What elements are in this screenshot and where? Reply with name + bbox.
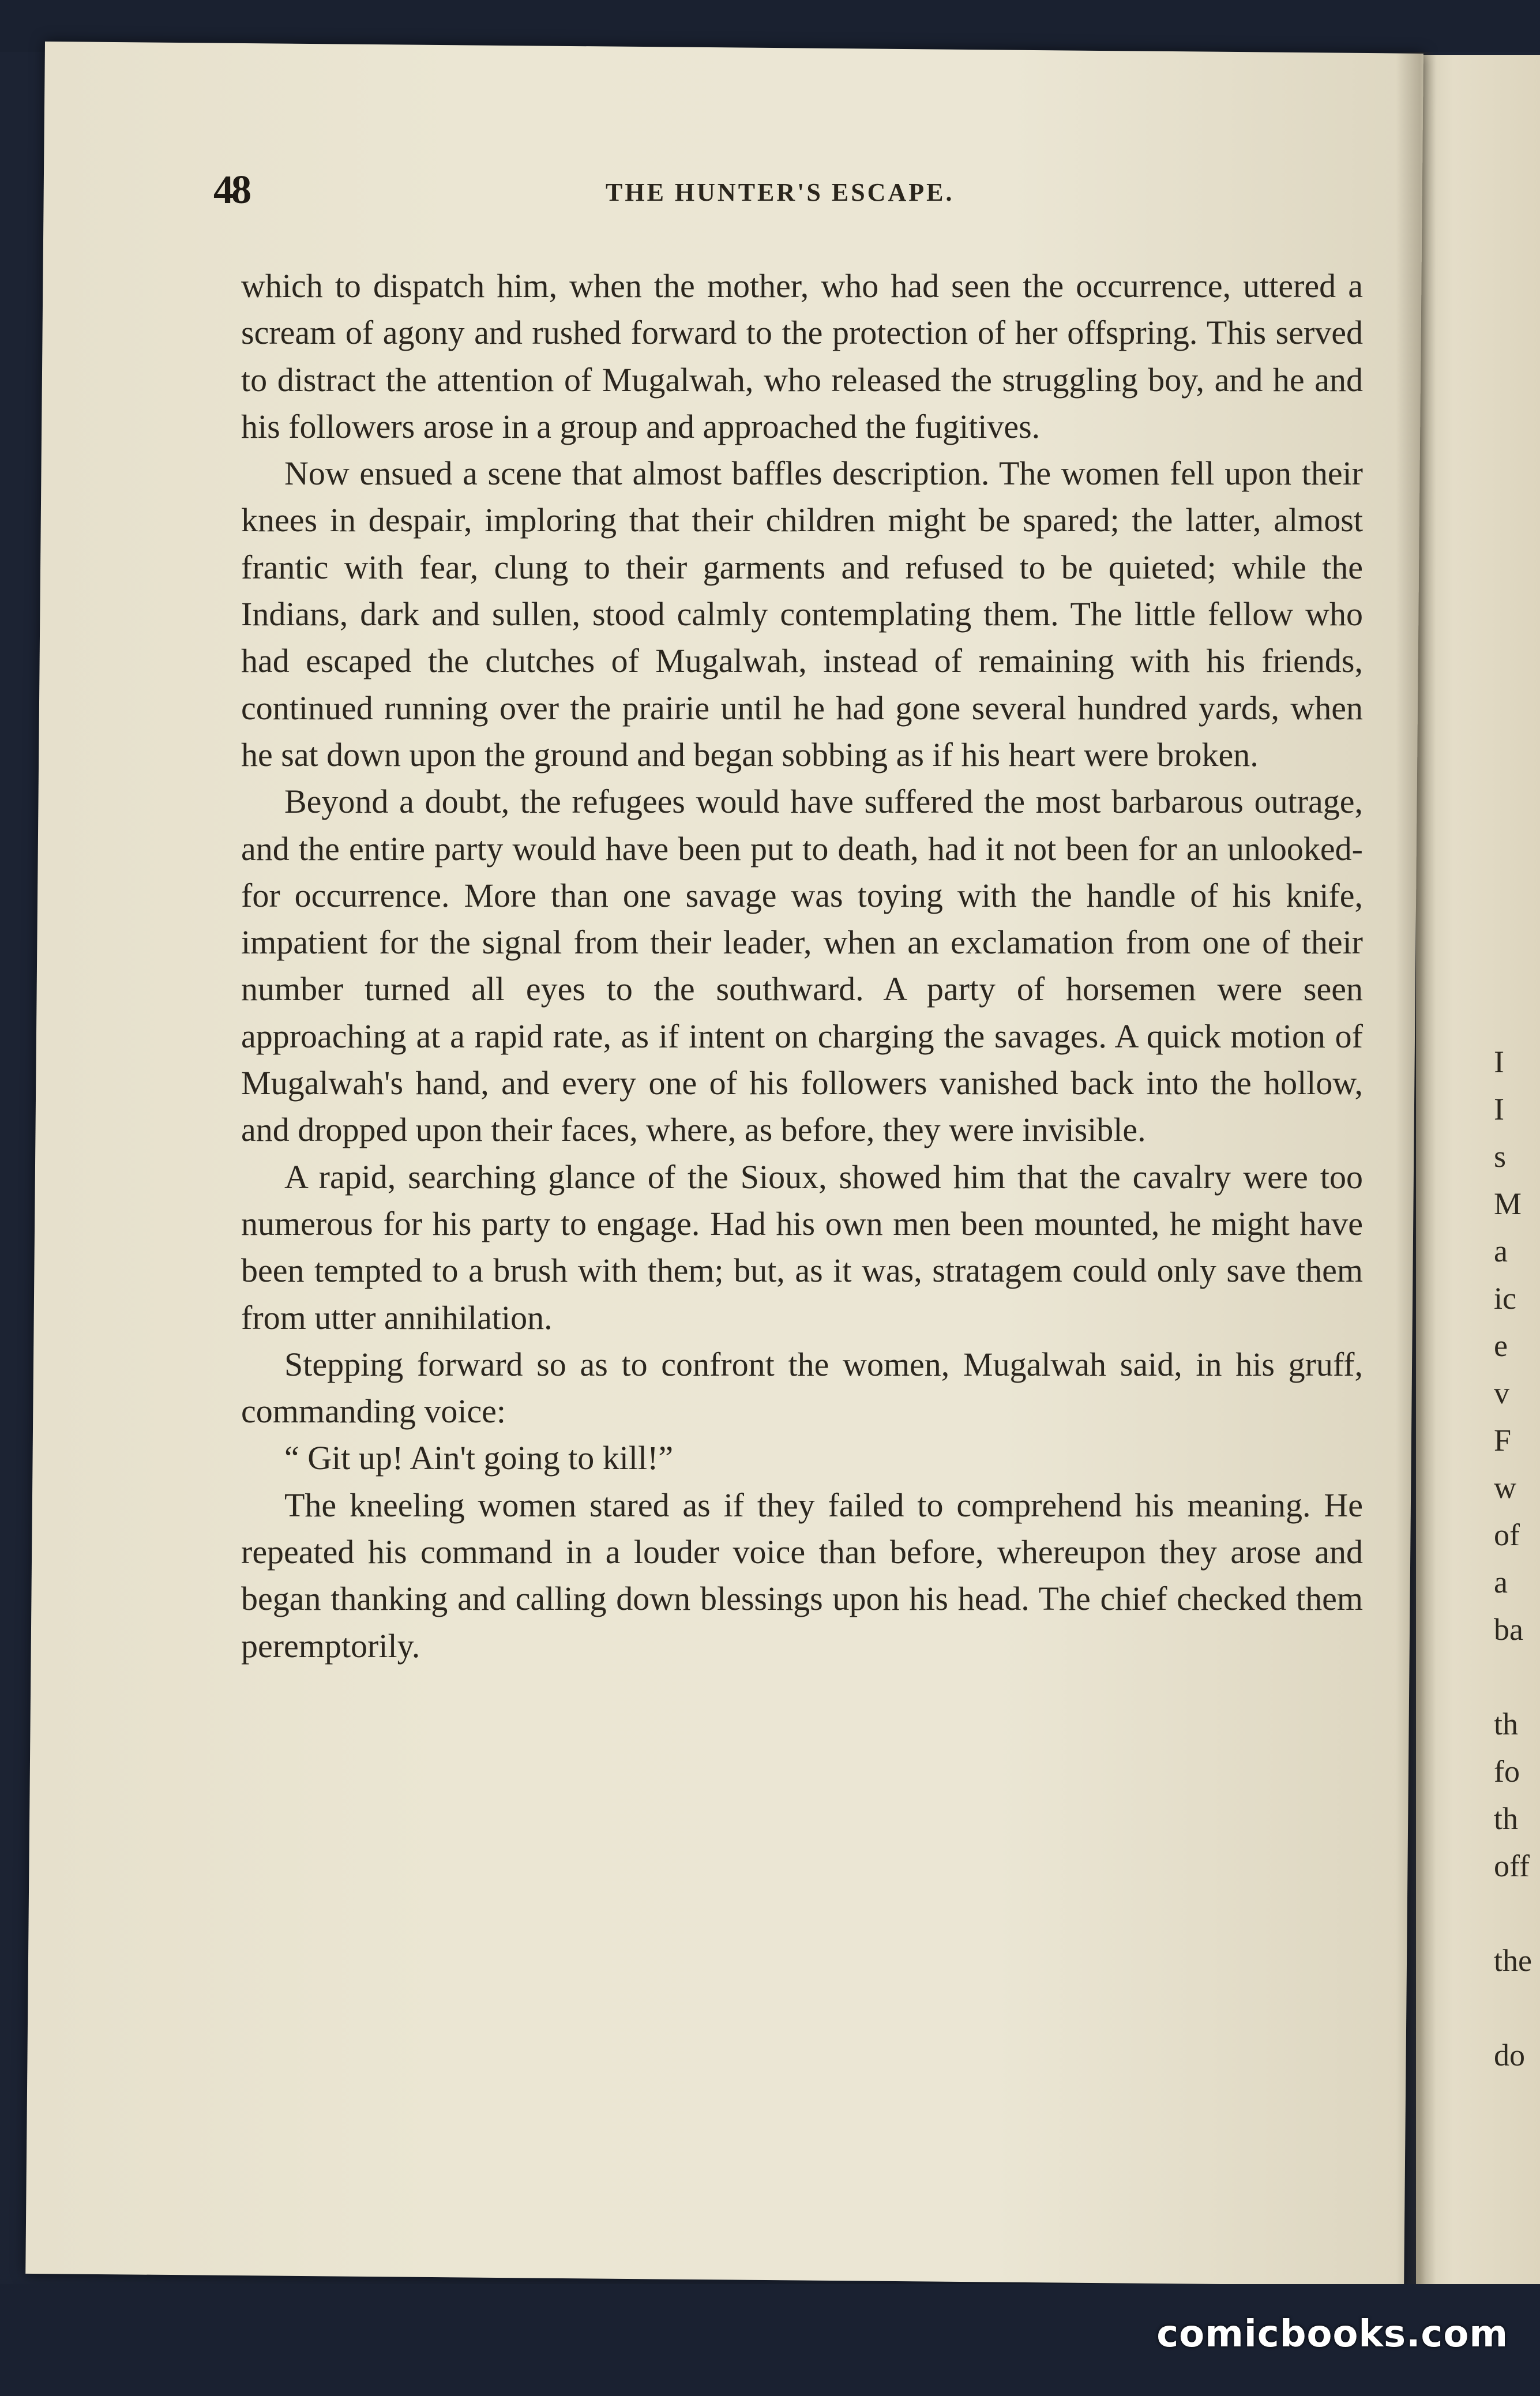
paragraph-7: The kneeling women stared as if they failed to comprehend his meaning. He repeated his command in a louder voice than before, whereupon they arose and began thanking and calling down blessings upon his head. The chief checked them peremptorily. — [241, 1486, 1363, 1665]
running-title: THE HUNTER'S ESCAPE. — [606, 178, 955, 206]
facing-fragment: a — [1494, 1565, 1508, 1599]
facing-fragment: M — [1494, 1186, 1522, 1221]
facing-fragment: s — [1494, 1139, 1507, 1174]
paragraph-6-dialogue: “ Git up! Ain't going to kill!” — [284, 1439, 674, 1477]
facing-fragment: ic — [1494, 1281, 1516, 1316]
facing-fragment — [1494, 1984, 1540, 2031]
facing-fragment: th — [1494, 1801, 1519, 1836]
paragraph-3: Beyond a doubt, the refugees would have suffered the most barbarous outrage, and the entire party would have been put to death, had it not been for an unlooked-for occurrence. More than one savage was toying with the handle of his knife, impatient for the signal from their leader, when an exclamation from one of their number turned all eyes to the southward. A party of horsemen were seen approaching at a rapid rate, as if intent on charging the savages. A quick motion of Mugalwah's hand, and every one of his followers vanished back into the hollow, and dropped upon their faces, where, as before, they were invisible. — [241, 783, 1363, 1149]
facing-fragment: of — [1494, 1518, 1520, 1552]
facing-fragment: w — [1494, 1470, 1516, 1505]
facing-fragment: v — [1494, 1376, 1509, 1410]
watermark-logo: comicbooks.com — [1156, 2313, 1508, 2356]
facing-fragment: the — [1494, 1943, 1532, 1978]
paragraph-4: A rapid, searching glance of the Sioux, showed him that the cavalry were too numerous for his party to engage. Had his own men been mounted, he might have been tempted to a brush with them; but, as it was, stratagem could only save them from utter annihilation. — [241, 1158, 1363, 1336]
facing-fragment: I — [1494, 1045, 1504, 1079]
facing-fragment: fo — [1494, 1754, 1520, 1789]
facing-fragment — [1494, 1890, 1540, 1937]
facing-fragment: a — [1494, 1234, 1508, 1268]
facing-fragment: off — [1494, 1849, 1530, 1883]
facing-fragment: F — [1494, 1423, 1512, 1458]
body-text — [241, 262, 1363, 1669]
facing-fragment: do — [1494, 2038, 1525, 2072]
facing-fragment: th — [1494, 1707, 1519, 1741]
facing-page-text-fragments — [1494, 1038, 1540, 2079]
facing-fragment: ba — [1494, 1612, 1523, 1647]
paragraph-2: Now ensued a scene that almost baffles description. The women fell upon their knees in despair, imploring that their children might be spared; the latter, almost frantic with fear, clung to their garments and refused to be quieted; while the Indians, dark and sullen, stood calmly contemplating them. The little fellow who had escaped the clutches of Mugalwah, instead of remaining with his friends, continued running over the prairie until he had gone several hundred yards, when he sat down upon the ground and began sobbing as if his heart were broken. — [241, 455, 1363, 773]
paragraph-5: Stepping forward so as to confront the women, Mugalwah said, in his gruff, commanding voice: — [241, 1345, 1363, 1430]
facing-fragment — [1494, 1653, 1540, 1700]
facing-fragment: e — [1494, 1328, 1508, 1363]
facing-fragment: I — [1494, 1092, 1504, 1126]
paragraph-1: which to dispatch him, when the mother, who had seen the occurrence, uttered a scream of agony and rushed forward to the protection of her offspring. This served to distract the attention of Mugalwah, who released the struggling boy, and he and his followers arose in a group and approached the fugitives. — [241, 267, 1363, 445]
page-number: 48 — [213, 168, 249, 212]
spine-shadow — [1396, 52, 1436, 2301]
